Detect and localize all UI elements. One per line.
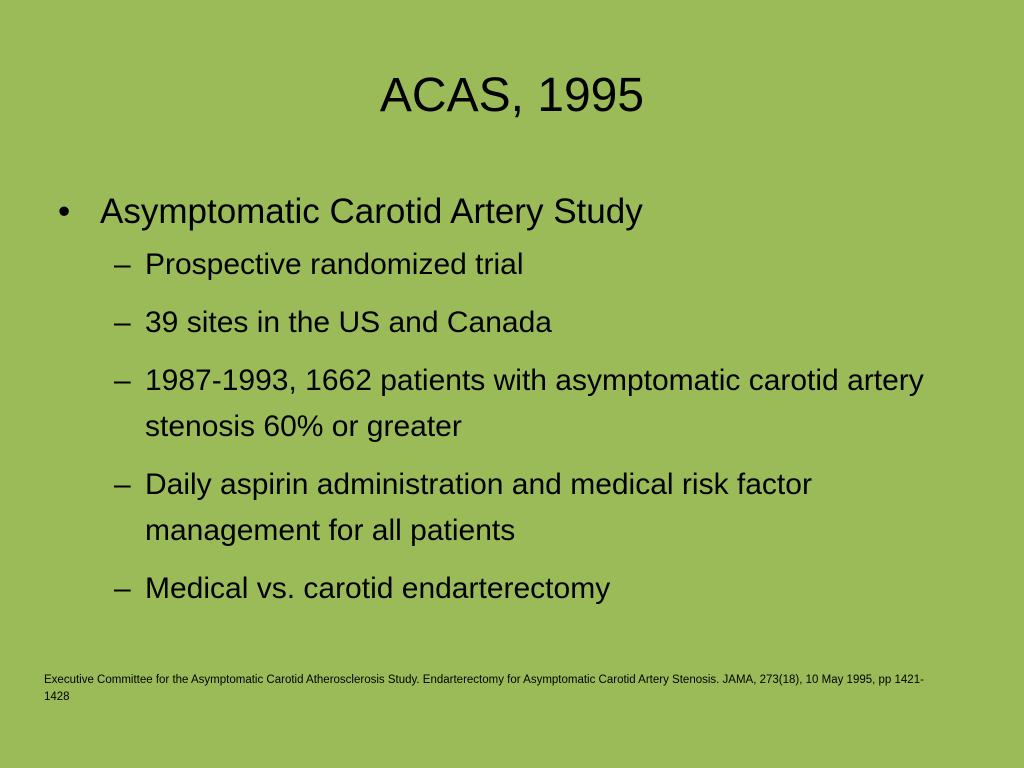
sub-bullet-list: [58, 242, 978, 612]
sub-bullet-text: 1987-1993, 1662 patients with asymptomatic carotid artery stenosis 60% or greater: [145, 364, 924, 443]
main-bullet: [58, 190, 978, 234]
dash-marker: –: [114, 248, 131, 281]
sub-bullet-text: Daily aspirin administration and medical risk factor management for all patients: [145, 468, 812, 547]
main-bullet-text: Asymptomatic Carotid Artery Study: [100, 192, 643, 231]
dash-marker: –: [114, 364, 131, 397]
sub-bullet-text: Medical vs. carotid endarterectomy: [145, 572, 611, 605]
bullet-marker: •: [58, 192, 71, 231]
dash-marker: –: [114, 468, 131, 501]
sub-bullet-item: [58, 462, 978, 554]
sub-bullet-item: [58, 358, 978, 450]
slide-content: [58, 190, 978, 624]
sub-bullet-item: [58, 300, 978, 346]
dash-marker: –: [114, 306, 131, 339]
dash-marker: –: [114, 572, 131, 605]
sub-bullet-item: [58, 566, 978, 612]
citation-footnote: Executive Committee for the Asymptomatic Carotid Atherosclerosis Study. Endarterectomy for Asymptomatic Carotid Artery Stenosis. JAMA, 273(18), 10 May 1995, pp 1421-1428: [44, 674, 924, 703]
sub-bullet-text: Prospective randomized trial: [145, 248, 524, 281]
slide-title: ACAS, 1995: [379, 69, 645, 122]
sub-bullet-item: [58, 242, 978, 288]
sub-bullet-text: 39 sites in the US and Canada: [145, 306, 552, 339]
